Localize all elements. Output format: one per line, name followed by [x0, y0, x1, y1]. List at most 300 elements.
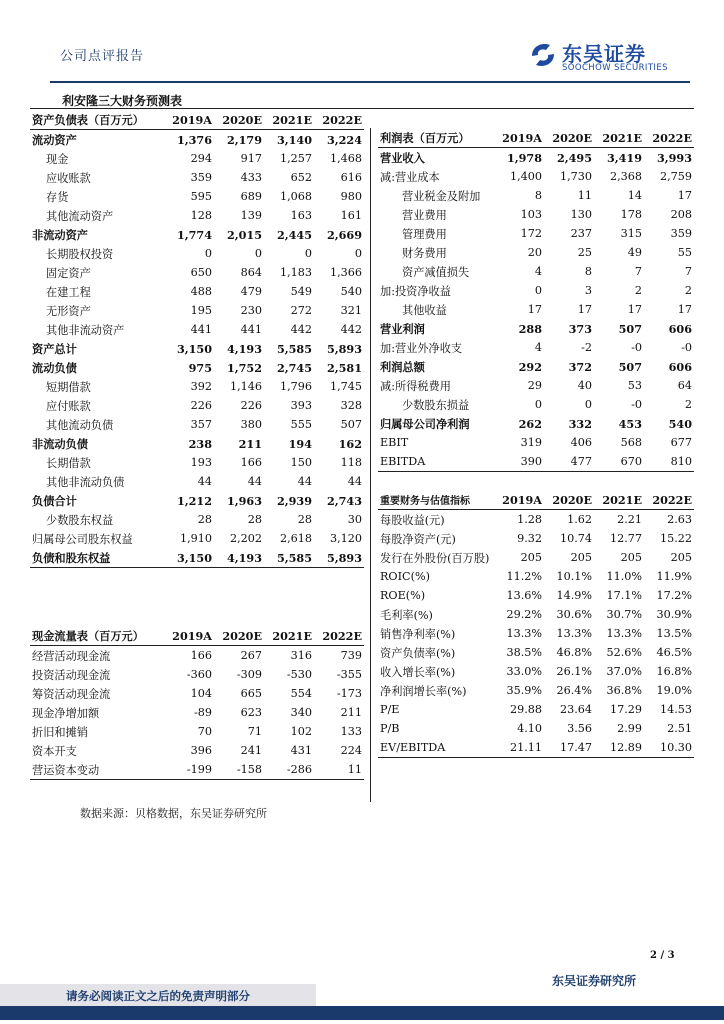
- value-cell: 433: [240, 171, 262, 184]
- value-cell: 1.62: [567, 513, 592, 526]
- value-cell: 166: [240, 456, 262, 469]
- table-row: [378, 529, 694, 548]
- year-header-cell: 2022E: [314, 110, 364, 130]
- value-cell: 2,581: [326, 360, 362, 375]
- year-header-cell: 2019A: [164, 110, 214, 130]
- row-label: 加:营业外净收支: [380, 341, 463, 355]
- value-cell: 650: [190, 266, 212, 279]
- table-row: [30, 396, 364, 415]
- row-label: 其他流动资产: [46, 209, 114, 223]
- row-label: 营业收入: [380, 150, 425, 165]
- value-cell: 11.9%: [656, 570, 692, 583]
- value-cell: 1.28: [517, 513, 542, 526]
- value-cell: 55: [677, 246, 692, 259]
- year-header-cell: 2021E: [264, 626, 314, 646]
- table-title-cell: 利润表（百万元）: [378, 128, 494, 148]
- table-row: [30, 491, 364, 510]
- value-cell: 1,146: [229, 380, 262, 393]
- value-cell: 28: [197, 513, 212, 526]
- value-cell: 49: [627, 246, 642, 259]
- value-cell: 1,796: [279, 380, 312, 393]
- row-label: 每股净资产(元): [380, 532, 456, 546]
- value-cell: 0: [204, 247, 212, 260]
- table-row: [378, 243, 694, 262]
- row-label: 应收账款: [46, 171, 91, 185]
- table-row: [30, 434, 364, 453]
- value-cell: 44: [297, 475, 312, 488]
- table-row: [378, 319, 694, 338]
- page-title: 利安隆三大财务预测表: [62, 94, 183, 108]
- value-cell: 2.63: [667, 513, 692, 526]
- value-cell: 2,495: [556, 150, 592, 165]
- value-cell: 3,224: [326, 132, 362, 147]
- row-label: 现金: [46, 152, 69, 166]
- row-label: 净利润增长率(%): [380, 684, 467, 698]
- value-cell: 1,468: [329, 152, 362, 165]
- value-cell: 205: [520, 551, 542, 564]
- value-cell: -89: [193, 706, 212, 719]
- value-cell: 2,202: [229, 532, 262, 545]
- value-cell: 17: [527, 303, 542, 316]
- row-label: 资本开支: [32, 744, 77, 758]
- table-row: [30, 187, 364, 206]
- row-label: 资产负债率(%): [380, 646, 456, 660]
- value-cell: 332: [568, 416, 592, 431]
- row-label: 财务费用: [402, 246, 447, 260]
- value-cell: 139: [240, 209, 262, 222]
- value-cell: 595: [190, 190, 212, 203]
- table-row: [378, 376, 694, 395]
- value-cell: 30.7%: [606, 608, 642, 621]
- value-cell: 507: [618, 321, 642, 336]
- row-label: 收入增长率(%): [380, 665, 456, 679]
- row-label: 存货: [46, 190, 69, 204]
- table-row: [30, 741, 364, 760]
- value-cell: 14: [627, 189, 642, 202]
- title-rule: [30, 108, 694, 109]
- table-row: [378, 281, 694, 300]
- table-row: [30, 760, 364, 780]
- value-cell: -355: [336, 668, 362, 681]
- row-label: 其他收益: [402, 303, 447, 317]
- value-cell: 38.5%: [506, 646, 542, 659]
- table-row: [30, 149, 364, 168]
- table-title-cell: 资产负债表（百万元）: [30, 110, 164, 130]
- table-row: [30, 339, 364, 358]
- value-cell: 864: [240, 266, 262, 279]
- value-cell: 17: [627, 303, 642, 316]
- table-row: [378, 357, 694, 376]
- value-cell: 23.64: [559, 703, 592, 716]
- row-label: 负债和股东权益: [32, 550, 111, 565]
- value-cell: 488: [190, 285, 212, 298]
- value-cell: 1,978: [506, 150, 542, 165]
- value-cell: 3,140: [276, 132, 312, 147]
- value-cell: 1,257: [279, 152, 312, 165]
- value-cell: 392: [190, 380, 212, 393]
- value-cell: 46.5%: [656, 646, 692, 659]
- table-row: [30, 548, 364, 568]
- value-cell: -2: [581, 341, 592, 354]
- value-cell: 2,745: [276, 360, 312, 375]
- table-header-row: [30, 110, 364, 130]
- table-row: [30, 722, 364, 741]
- table-row: [30, 646, 364, 666]
- value-cell: 17.47: [559, 741, 592, 754]
- value-cell: 172: [520, 227, 542, 240]
- value-cell: 359: [670, 227, 692, 240]
- value-cell: 652: [290, 171, 312, 184]
- value-cell: 150: [290, 456, 312, 469]
- row-label: 减:所得税费用: [380, 379, 451, 393]
- value-cell: 28: [247, 513, 262, 526]
- value-cell: 1,752: [226, 360, 262, 375]
- value-cell: 2,015: [226, 227, 262, 242]
- value-cell: 11: [577, 189, 592, 202]
- table-row: [30, 263, 364, 282]
- table-row: [378, 586, 694, 605]
- row-label: 长期借款: [46, 456, 91, 470]
- row-label: 资产总计: [32, 341, 77, 356]
- value-cell: 11.0%: [606, 570, 642, 583]
- value-cell: 17: [577, 303, 592, 316]
- header-rule: [50, 81, 690, 83]
- table-row: [30, 168, 364, 187]
- value-cell: 26.1%: [556, 665, 592, 678]
- table-row: [378, 186, 694, 205]
- value-cell: 0: [534, 398, 542, 411]
- value-cell: 1,068: [279, 190, 312, 203]
- value-cell: 390: [520, 455, 542, 468]
- value-cell: 689: [240, 190, 262, 203]
- row-label: 毛利率(%): [380, 608, 433, 622]
- value-cell: 1,400: [509, 170, 542, 183]
- table-row: [30, 415, 364, 434]
- value-cell: 2.21: [617, 513, 642, 526]
- row-label: 营业税金及附加: [402, 189, 481, 203]
- value-cell: 292: [518, 359, 542, 374]
- table-row: [30, 358, 364, 377]
- value-cell: 623: [240, 706, 262, 719]
- value-cell: 208: [670, 208, 692, 221]
- value-cell: 479: [240, 285, 262, 298]
- value-cell: 1,910: [179, 532, 212, 545]
- value-cell: 29.2%: [506, 608, 542, 621]
- value-cell: 3,150: [176, 341, 212, 356]
- value-cell: 4: [534, 265, 542, 278]
- value-cell: 10.74: [559, 532, 592, 545]
- value-cell: 568: [620, 436, 642, 449]
- value-cell: 7: [634, 265, 642, 278]
- value-cell: 442: [290, 323, 312, 336]
- row-label: 其他非流动资产: [46, 323, 125, 337]
- value-cell: 321: [340, 304, 362, 317]
- value-cell: 10.1%: [556, 570, 592, 583]
- table-row: [378, 452, 694, 472]
- value-cell: 205: [620, 551, 642, 564]
- value-cell: 739: [340, 649, 362, 662]
- value-cell: 441: [240, 323, 262, 336]
- row-label: 管理费用: [402, 227, 447, 241]
- value-cell: 406: [570, 436, 592, 449]
- row-label: 减:营业成本: [380, 170, 440, 184]
- row-label: ROE(%): [380, 589, 426, 602]
- year-header-cell: 2021E: [594, 128, 644, 148]
- value-cell: 70: [197, 725, 212, 738]
- value-cell: 4,193: [226, 341, 262, 356]
- row-label: 资产减值损失: [402, 265, 470, 279]
- row-label: ROIC(%): [380, 570, 430, 583]
- value-cell: 357: [190, 418, 212, 431]
- data-source-note: 数据来源：贝格数据，东吴证券研究所: [80, 807, 267, 820]
- value-cell: 30.6%: [556, 608, 592, 621]
- value-cell: 194: [288, 436, 312, 451]
- value-cell: 52.6%: [606, 646, 642, 659]
- row-label: P/E: [380, 703, 400, 716]
- value-cell: 1,183: [279, 266, 312, 279]
- value-cell: 12.89: [609, 741, 642, 754]
- value-cell: 205: [670, 551, 692, 564]
- value-cell: 8: [584, 265, 592, 278]
- value-cell: 1,212: [176, 493, 212, 508]
- value-cell: 241: [240, 744, 262, 757]
- value-cell: 28: [297, 513, 312, 526]
- table-row: [378, 205, 694, 224]
- year-header-cell: 2020E: [544, 490, 594, 510]
- value-cell: 315: [620, 227, 642, 240]
- table-row: [378, 605, 694, 624]
- value-cell: 0: [254, 247, 262, 260]
- row-label: EBITDA: [380, 455, 426, 468]
- table-row: [378, 643, 694, 662]
- row-label: 销售净利率(%): [380, 627, 456, 641]
- value-cell: 616: [340, 171, 362, 184]
- value-cell: 19.0%: [656, 684, 692, 697]
- value-cell: 40: [577, 379, 592, 392]
- value-cell: 267: [240, 649, 262, 662]
- value-cell: 17.1%: [606, 589, 642, 602]
- value-cell: 15.22: [659, 532, 692, 545]
- row-label: 其他流动负债: [46, 418, 114, 432]
- value-cell: 104: [190, 687, 212, 700]
- value-cell: 17.2%: [656, 589, 692, 602]
- value-cell: 477: [570, 455, 592, 468]
- value-cell: 178: [620, 208, 642, 221]
- value-cell: 11.2%: [506, 570, 542, 583]
- value-cell: 133: [340, 725, 362, 738]
- value-cell: 555: [290, 418, 312, 431]
- table-row: [378, 224, 694, 243]
- value-cell: 71: [247, 725, 262, 738]
- value-cell: 1,774: [176, 227, 212, 242]
- value-cell: 12.77: [609, 532, 642, 545]
- value-cell: 130: [570, 208, 592, 221]
- value-cell: 33.0%: [506, 665, 542, 678]
- value-cell: 13.6%: [506, 589, 542, 602]
- value-cell: 20: [527, 246, 542, 259]
- value-cell: 1,730: [559, 170, 592, 183]
- value-cell: 606: [668, 321, 692, 336]
- row-label: 短期借款: [46, 380, 91, 394]
- value-cell: 1,745: [329, 380, 362, 393]
- value-cell: 238: [188, 436, 212, 451]
- value-cell: 4: [534, 341, 542, 354]
- value-cell: 5,585: [276, 550, 312, 565]
- value-cell: 5,585: [276, 341, 312, 356]
- value-cell: -286: [286, 763, 312, 776]
- value-cell: 5,893: [326, 341, 362, 356]
- row-label: EV/EBITDA: [380, 741, 446, 754]
- table-row: [378, 681, 694, 700]
- row-label: 营业费用: [402, 208, 447, 222]
- value-cell: 237: [570, 227, 592, 240]
- value-cell: 507: [340, 418, 362, 431]
- table-row: [30, 206, 364, 225]
- value-cell: 2,759: [659, 170, 692, 183]
- table-row: [30, 301, 364, 320]
- value-cell: 372: [568, 359, 592, 374]
- value-cell: 3: [584, 284, 592, 297]
- value-cell: 1,376: [176, 132, 212, 147]
- logo-chinese-name: 东吴证券: [562, 42, 646, 66]
- value-cell: 442: [340, 323, 362, 336]
- value-cell: -158: [236, 763, 262, 776]
- value-cell: 29.88: [509, 703, 542, 716]
- value-cell: 2,939: [276, 493, 312, 508]
- value-cell: 25: [577, 246, 592, 259]
- table-row: [378, 167, 694, 186]
- value-cell: 29: [527, 379, 542, 392]
- value-cell: 431: [290, 744, 312, 757]
- balance-sheet-table: [30, 110, 364, 568]
- value-cell: -0: [681, 341, 692, 354]
- value-cell: 453: [618, 416, 642, 431]
- value-cell: 162: [338, 436, 362, 451]
- year-header-cell: 2020E: [544, 128, 594, 148]
- value-cell: 0: [354, 247, 362, 260]
- row-label: 非流动负债: [32, 436, 88, 451]
- year-header-cell: 2022E: [314, 626, 364, 646]
- table-row: [30, 472, 364, 491]
- value-cell: -530: [286, 668, 312, 681]
- row-label: 营业利润: [380, 321, 425, 336]
- value-cell: 16.8%: [656, 665, 692, 678]
- value-cell: 2,368: [609, 170, 642, 183]
- table-row: [30, 684, 364, 703]
- value-cell: 272: [290, 304, 312, 317]
- row-label: 发行在外股份(百万股): [380, 551, 490, 565]
- value-cell: 0: [534, 284, 542, 297]
- row-label: 每股收益(元): [380, 513, 445, 527]
- table-row: [378, 738, 694, 758]
- row-label: 加:投资净收益: [380, 284, 451, 298]
- table-row: [30, 225, 364, 244]
- value-cell: 102: [290, 725, 312, 738]
- value-cell: 166: [190, 649, 212, 662]
- table-row: [30, 377, 364, 396]
- value-cell: 211: [340, 706, 362, 719]
- report-type-label: 公司点评报告: [60, 49, 145, 64]
- cash-flow-table: [30, 626, 364, 780]
- table-row: [30, 665, 364, 684]
- value-cell: 14.9%: [556, 589, 592, 602]
- value-cell: 13.3%: [606, 627, 642, 640]
- row-label: 归属母公司净利润: [380, 416, 470, 431]
- value-cell: 30: [347, 513, 362, 526]
- year-header-cell: 2022E: [644, 128, 694, 148]
- value-cell: 13.3%: [506, 627, 542, 640]
- year-header-cell: 2020E: [214, 110, 264, 130]
- row-label: 少数股东损益: [402, 398, 470, 412]
- value-cell: 37.0%: [606, 665, 642, 678]
- value-cell: 507: [618, 359, 642, 374]
- income-statement-table: [378, 128, 694, 472]
- value-cell: 1,963: [226, 493, 262, 508]
- value-cell: 540: [668, 416, 692, 431]
- value-cell: 44: [347, 475, 362, 488]
- year-header-cell: 2021E: [264, 110, 314, 130]
- value-cell: 3,120: [329, 532, 362, 545]
- value-cell: 118: [340, 456, 362, 469]
- table-title-cell: 重要财务与估值指标: [378, 490, 494, 510]
- value-cell: 226: [240, 399, 262, 412]
- page-number: 2 / 3: [650, 950, 675, 961]
- table-row: [30, 244, 364, 263]
- value-cell: 2,445: [276, 227, 312, 242]
- row-label: 负债合计: [32, 493, 77, 508]
- value-cell: 36.8%: [606, 684, 642, 697]
- row-label: P/B: [380, 722, 400, 735]
- value-cell: 549: [290, 285, 312, 298]
- value-cell: 161: [340, 209, 362, 222]
- value-cell: 44: [197, 475, 212, 488]
- table-row: [378, 262, 694, 281]
- logo-english-name: SOOCHOW SECURITIES: [562, 63, 668, 73]
- value-cell: 5,893: [326, 550, 362, 565]
- value-cell: 554: [290, 687, 312, 700]
- value-cell: 46.8%: [556, 646, 592, 659]
- value-cell: 103: [520, 208, 542, 221]
- footer-rule: [0, 1006, 724, 1020]
- value-cell: -199: [186, 763, 212, 776]
- row-label: 现金净增加额: [32, 706, 100, 720]
- value-cell: 540: [340, 285, 362, 298]
- table-row: [30, 529, 364, 548]
- table-row: [378, 338, 694, 357]
- value-cell: 0: [304, 247, 312, 260]
- row-label: 折旧和摊销: [32, 725, 88, 739]
- value-cell: 441: [190, 323, 212, 336]
- year-header-cell: 2019A: [494, 490, 544, 510]
- value-cell: 3,150: [176, 550, 212, 565]
- row-label: 流动资产: [32, 132, 77, 147]
- value-cell: 0: [584, 398, 592, 411]
- value-cell: 14.53: [659, 703, 692, 716]
- value-cell: 2.99: [617, 722, 642, 735]
- table-row: [378, 567, 694, 586]
- value-cell: 3.56: [567, 722, 592, 735]
- value-cell: 677: [670, 436, 692, 449]
- table-row: [378, 395, 694, 414]
- value-cell: 810: [670, 455, 692, 468]
- value-cell: 3,419: [606, 150, 642, 165]
- value-cell: 53: [627, 379, 642, 392]
- value-cell: 2,743: [326, 493, 362, 508]
- table-row: [378, 148, 694, 168]
- table-title-cell: 现金流量表（百万元）: [30, 626, 164, 646]
- value-cell: 10.30: [659, 741, 692, 754]
- value-cell: 11: [347, 763, 362, 776]
